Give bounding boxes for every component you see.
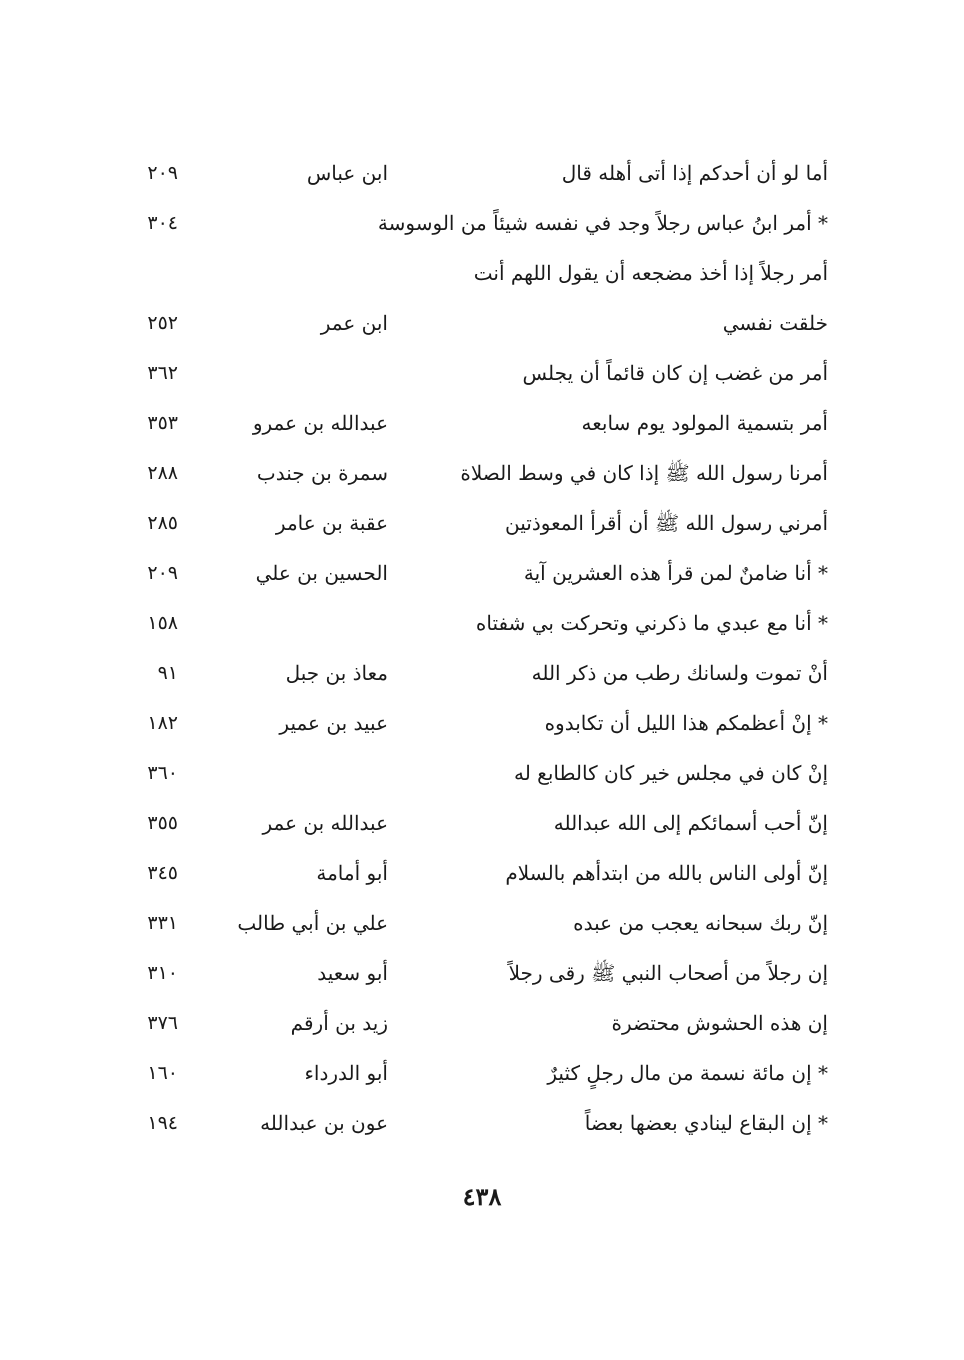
hadith-text: إن رجلاً من أصحاب النبي ﷺ رقى رجلاً (508, 961, 828, 985)
page-reference: ١٦٠ (147, 1062, 178, 1084)
index-row (0, 348, 964, 398)
index-row (0, 898, 964, 948)
index-row (0, 598, 964, 648)
hadith-text: أنْ تموت ولسانك رطب من ذكر الله (531, 661, 828, 685)
index-row (0, 948, 964, 998)
hadith-text: * أنا مع عبدي ما ذكرني وتحركت بي شفتاه (475, 611, 828, 635)
narrator-name: سمرة بن جندب (256, 461, 388, 485)
narrator-name: عبدالله بن عمر (262, 811, 388, 835)
hadith-text: أما لو أن أحدكم إذا أتى أهله قال (561, 161, 828, 185)
narrator-name: أبو الدرداء (304, 1061, 388, 1085)
hadith-text: إنّ ربك سبحانه يعجب من عبده (573, 911, 828, 935)
narrator-name: الحسين بن علي (255, 561, 388, 585)
hadith-text: * أمر ابنُ عباس رجلاً وجد في نفسه شيئاً من الوسوسة (377, 211, 828, 235)
page-reference: ٣٧٦ (147, 1012, 178, 1034)
page-number: ٤٣٨ (462, 1182, 502, 1211)
page-reference: ٣٣١ (147, 912, 178, 934)
narrator-name: علي بن أبي طالب (237, 911, 388, 935)
page-reference: ٣٥٣ (147, 412, 178, 434)
page-reference: ٢٠٩ (147, 162, 178, 184)
narrator-name: معاذ بن جبل (285, 661, 388, 685)
hadith-index-list (0, 148, 964, 1148)
hadith-text: أمر بتسمية المولود يوم سابعه (581, 411, 828, 435)
narrator-name: عقبة بن عامر (275, 511, 388, 535)
hadith-text: أمر من غضب إن كان قائماً أن يجلس (522, 361, 828, 385)
index-row (0, 1098, 964, 1148)
hadith-text: خلقت نفسي (722, 311, 828, 335)
index-row (0, 848, 964, 898)
page-reference: ٢٨٥ (147, 512, 178, 534)
page-reference: ٣٥٥ (147, 812, 178, 834)
narrator-name: عبدالله بن عمرو (252, 411, 388, 435)
hadith-text: * إنْ أعظمكم هذا الليل أن تكابدوه (544, 711, 828, 735)
narrator-name: ابن عمر (320, 311, 388, 335)
hadith-text: إنّ أولى الناس بالله من ابتدأهم بالسلام (505, 861, 828, 885)
index-row (0, 548, 964, 598)
page-reference: ١٥٨ (147, 612, 178, 634)
narrator-name: عبيد بن عمير (279, 711, 388, 735)
index-row (0, 298, 964, 348)
index-row (0, 198, 964, 248)
index-row (0, 648, 964, 698)
page-reference: ١٩٤ (147, 1112, 178, 1134)
index-row (0, 698, 964, 748)
index-row (0, 748, 964, 798)
page-reference: ١٨٢ (147, 712, 178, 734)
hadith-text: أمر رجلاً إذا أخذ مضجعه أن يقول اللهم أنت (473, 261, 828, 285)
narrator-name: ابن عباس (306, 161, 388, 185)
index-row (0, 398, 964, 448)
index-row (0, 1048, 964, 1098)
hadith-text: إنْ كان في مجلس خير كان كالطابع له (514, 761, 828, 785)
page-reference: ٢٠٩ (147, 562, 178, 584)
hadith-text: * أنا ضامنٌ لمن قرأ هذه العشرين آية (523, 561, 828, 585)
narrator-name: أبو أمامة (316, 861, 388, 885)
index-row (0, 148, 964, 198)
narrator-name: عون بن عبدالله (260, 1111, 388, 1135)
narrator-name: أبو سعيد (317, 961, 388, 985)
hadith-text: إن هذه الحشوش محتضرة (611, 1011, 828, 1035)
page-reference: ٣٠٤ (147, 212, 178, 234)
hadith-text: إنّ أحب أسمائكم إلى الله عبدالله (553, 811, 828, 835)
index-row (0, 498, 964, 548)
hadith-text: أمرني رسول الله ﷺ أن أقرأ المعوذتين (505, 511, 828, 535)
index-row (0, 448, 964, 498)
page-reference: ٣٦٢ (147, 362, 178, 384)
page-reference: ٣٤٥ (147, 862, 178, 884)
hadith-text: * إن مائة نسمة من مال رجلٍ كثيرٌ (547, 1061, 828, 1085)
index-row (0, 798, 964, 848)
hadith-text: * إن البقاع لينادي بعضها بعضاً (584, 1111, 828, 1135)
page-reference: ٣٦٠ (147, 762, 178, 784)
page-reference: ٢٥٢ (147, 312, 178, 334)
index-row (0, 998, 964, 1048)
narrator-name: زيد بن أرقم (290, 1011, 388, 1035)
hadith-text: أمرنا رسول الله ﷺ إذا كان في وسط الصلاة (460, 461, 828, 485)
index-row (0, 248, 964, 298)
page-reference: ٣١٠ (147, 962, 178, 984)
page-reference: ٩١ (157, 662, 178, 684)
page-reference: ٢٨٨ (147, 462, 178, 484)
